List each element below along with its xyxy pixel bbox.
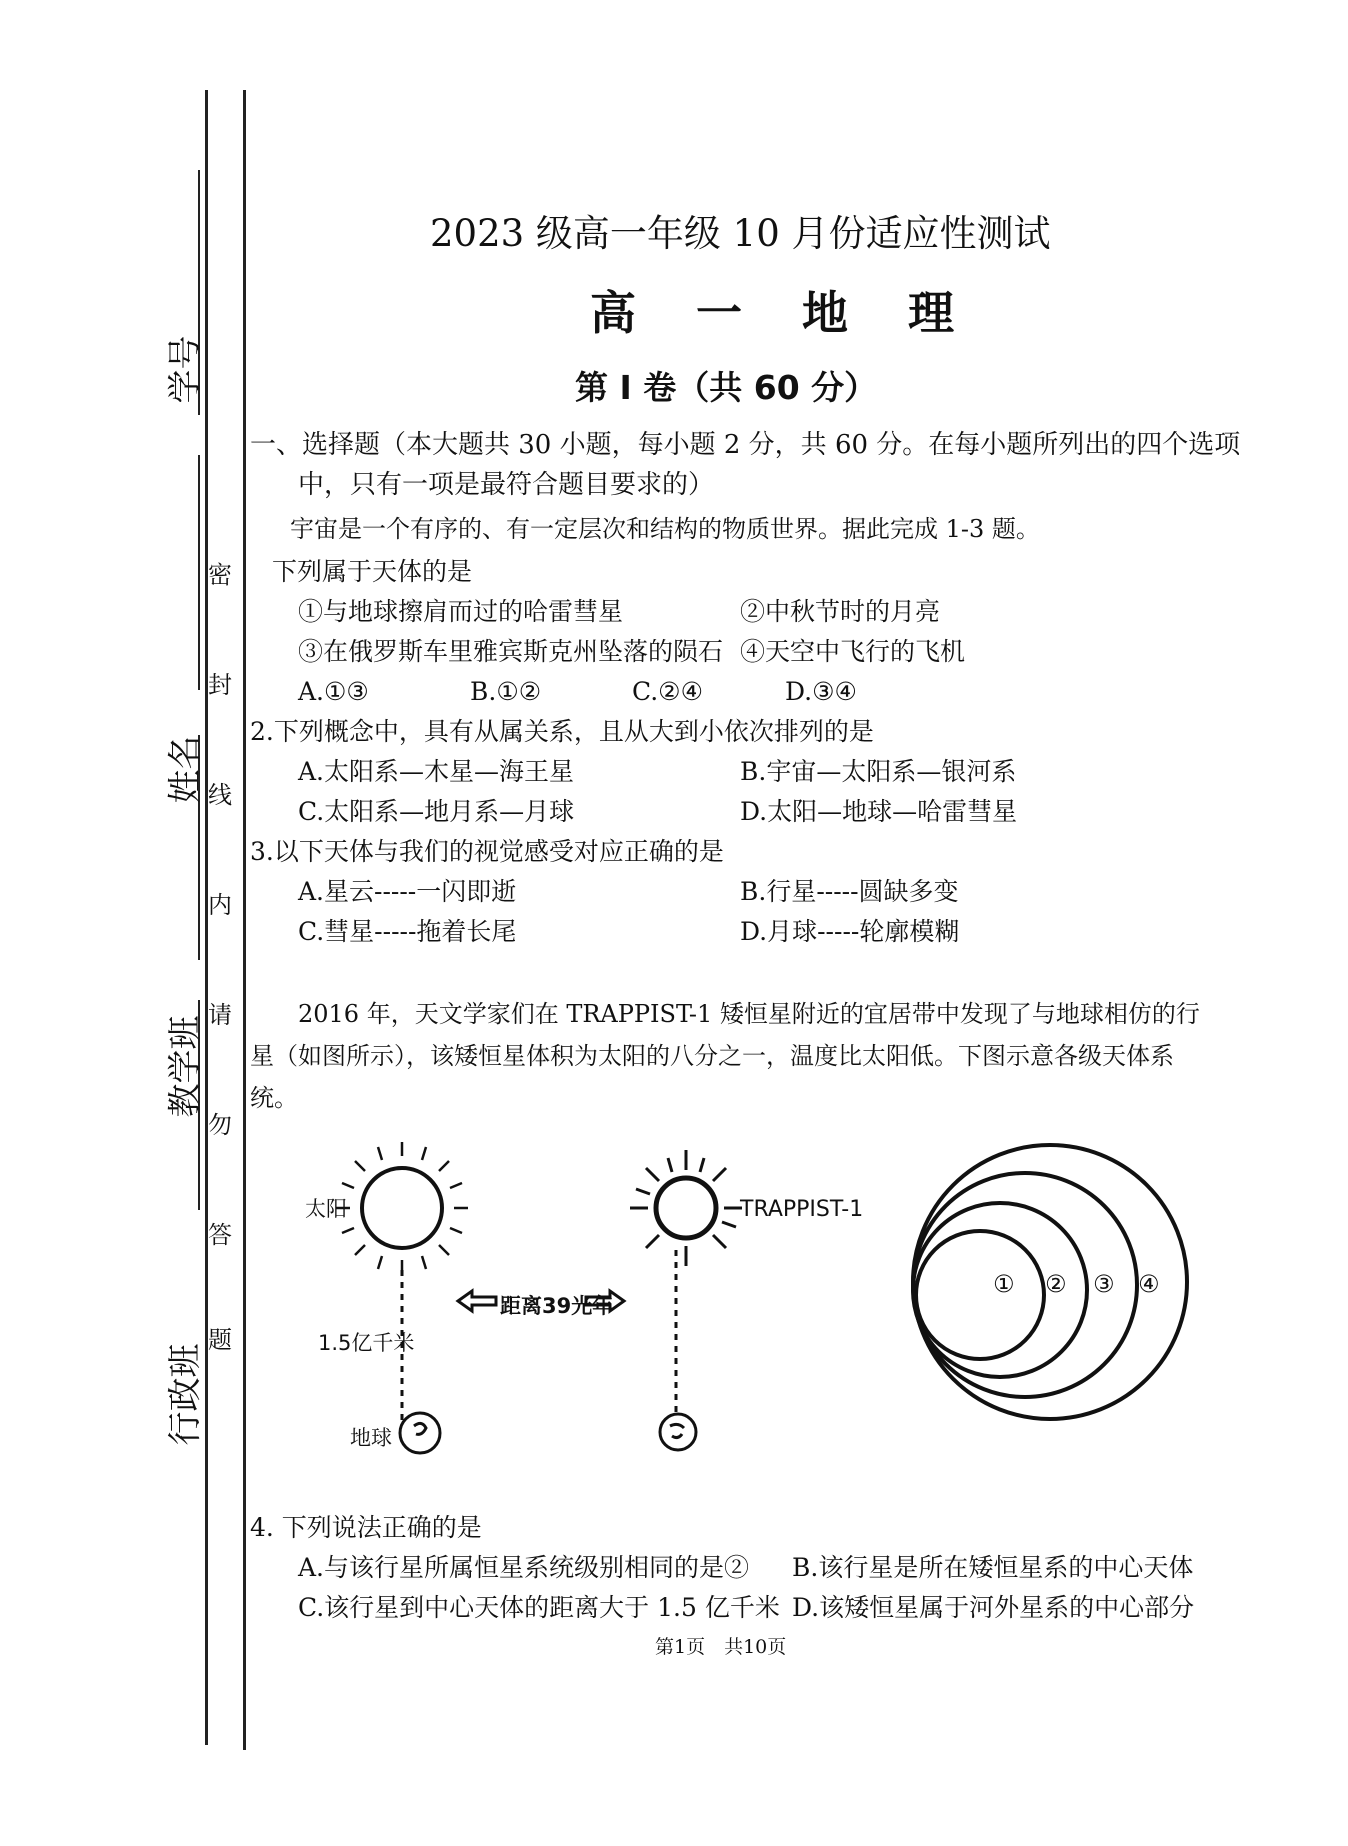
au-distance-label: 1.5亿千米 <box>318 1331 415 1355</box>
trappist-label: TRAPPIST-1 <box>740 1197 864 1222</box>
subject-title: 高 一 地 理 <box>590 286 977 340</box>
q1-option: D.③④ <box>785 677 857 706</box>
seal-char: 内 <box>208 891 232 919</box>
seal-char: 请 <box>208 1001 232 1029</box>
seal-char: 线 <box>208 781 232 809</box>
q2-option: D.太阳—地球—哈雷彗星 <box>740 797 1018 826</box>
q4-option: A.与该行星所属恒星系统级别相同的是② <box>298 1553 750 1582</box>
astronomy-figure <box>290 1130 1210 1470</box>
trappist-star-icon <box>630 1150 742 1266</box>
section-heading-cont: 中，只有一项是最符合题目要求的） <box>298 470 715 500</box>
system-label-4: ④ <box>1138 1270 1160 1298</box>
page-number: 第1页 共10页 <box>655 1636 787 1658</box>
q4-option: D.该矮恒星属于河外星系的中心部分 <box>792 1593 1195 1622</box>
system-label-3: ③ <box>1093 1270 1115 1298</box>
student-id-label: 学号 <box>165 335 206 404</box>
q4-stem: 4. 下列说法正确的是 <box>250 1513 482 1542</box>
q1-option: A.①③ <box>298 677 369 706</box>
q3-option: A.星云-----一闪即逝 <box>298 877 517 906</box>
q2-option: B.宇宙—太阳系—银河系 <box>740 757 1017 786</box>
q2-stem: 2.下列概念中，具有从属关系，且从大到小依次排列的是 <box>250 717 874 746</box>
passage-line: 星（如图所示），该矮恒星体积为太阳的八分之一，温度比太阳低。下图示意各级天体系 <box>250 1042 1174 1070</box>
earth-icon <box>400 1413 440 1453</box>
seal-char: 答 <box>208 1221 232 1249</box>
seal-char: 题 <box>208 1326 232 1354</box>
q3-option: D.月球-----轮廓模糊 <box>740 917 960 946</box>
name-label: 姓名 <box>165 735 206 804</box>
exam-title: 2023 级高一年级 10 月份适应性测试 <box>430 212 1051 255</box>
passage-line: 2016 年，天文学家们在 TRAPPIST-1 矮恒星附近的宜居带中发现了与地球相仿的行 <box>298 1000 1200 1028</box>
q1-option: C.②④ <box>632 677 704 706</box>
seal-char: 密 <box>208 561 232 589</box>
q1-stem: 下列属于天体的是 <box>272 557 473 586</box>
sun-label: 太阳 <box>305 1197 347 1221</box>
passage-line: 统。 <box>250 1084 298 1112</box>
q1-item: ①与地球擦肩而过的哈雷彗星 <box>298 597 624 626</box>
q4-option: B.该行星是所在矮恒星系的中心天体 <box>792 1553 1194 1582</box>
q1-item: ②中秋节时的月亮 <box>740 597 941 626</box>
q3-option: C.彗星-----拖着长尾 <box>298 917 517 946</box>
q3-option: B.行星-----圆缺多变 <box>740 877 959 906</box>
admin-class-label: 行政班 <box>165 1343 206 1446</box>
margin-line-inner <box>243 90 246 1750</box>
system-label-2: ② <box>1045 1270 1067 1298</box>
volume-title: 第 I 卷（共 60 分） <box>575 368 878 407</box>
q4-option: C.该行星到中心天体的距离大于 1.5 亿千米 <box>298 1593 780 1622</box>
q1-option: B.①② <box>470 677 542 706</box>
q2-option: C.太阳系—地月系—月球 <box>298 797 575 826</box>
q1-item: ③在俄罗斯车里雅宾斯克州坠落的陨石 <box>298 637 724 666</box>
distance-label: 距离39光年 <box>500 1294 614 1318</box>
sun-icon <box>336 1142 468 1274</box>
system-label-1: ① <box>993 1270 1015 1298</box>
exoplanet-icon <box>660 1414 696 1450</box>
q3-stem: 3.以下天体与我们的视觉感受对应正确的是 <box>250 837 724 866</box>
teaching-class-label: 教学班 <box>165 1015 206 1118</box>
seal-char: 勿 <box>208 1111 232 1139</box>
seal-char: 封 <box>208 671 232 699</box>
earth-label: 地球 <box>350 1426 392 1450</box>
name-field-line <box>198 455 200 690</box>
intro-text: 宇宙是一个有序的、有一定层次和结构的物质世界。据此完成 1-3 题。 <box>290 515 1040 543</box>
q2-option: A.太阳系—木星—海王星 <box>298 757 575 786</box>
section-heading: 一、选择题（本大题共 30 小题，每小题 2 分，共 60 分。在每小题所列出的四个选项 <box>250 430 1241 460</box>
q1-item: ④天空中飞行的飞机 <box>740 637 966 666</box>
